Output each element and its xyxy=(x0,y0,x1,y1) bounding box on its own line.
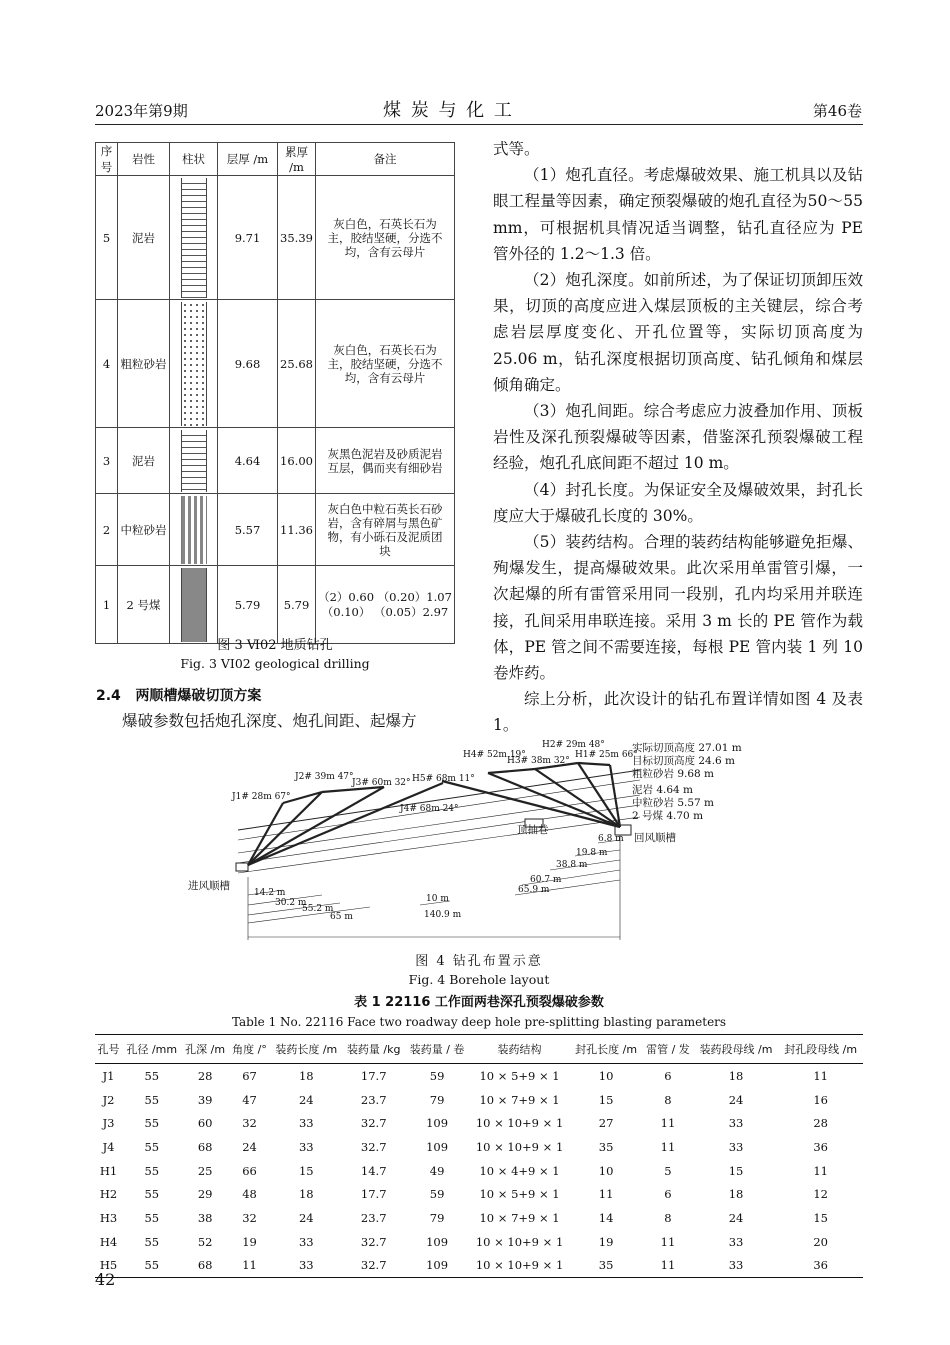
column-symbol xyxy=(170,566,218,644)
table-cell: 18 xyxy=(298,1187,314,1202)
table-row xyxy=(95,1111,863,1135)
table-cell: 15 xyxy=(728,1163,744,1178)
dimension-label: 38.8 m xyxy=(556,860,588,870)
table-cell: 32 xyxy=(242,1210,257,1225)
table-cell: 67 xyxy=(242,1068,257,1083)
table-cell: 14 xyxy=(598,1210,614,1225)
table-cell: 10 × 4+9 × 1 xyxy=(479,1163,560,1178)
dimension-label: 30.2 m xyxy=(275,898,307,908)
layer-label: 泥岩 4.64 m xyxy=(632,784,694,796)
table-cell: 59 xyxy=(429,1187,445,1202)
paragraph: （5）装药结构。合理的装药结构能够避免拒爆、殉爆发生，提高爆破效果。此次采用单雷管引爆，一次起爆的所有雷管采用同一段别，孔内均采用并联连接，孔间采用串联连接。采用 3 m 长的 PE 管作为载体，PE 管之间不需要连接，每根 PE 管内装 1 列 10 卷炸药。 xyxy=(493,533,863,683)
table-cell: 8 xyxy=(664,1092,672,1107)
table-cell: 10 × 5+9 × 1 xyxy=(479,1068,560,1083)
table-cell: 11 xyxy=(660,1139,676,1154)
table-cell: 18 xyxy=(728,1068,744,1083)
coal-remark-line: （0.10） （0.05）2.97 xyxy=(321,604,449,619)
layer-thickness: 5.79 xyxy=(218,566,278,644)
borehole-layout-figure xyxy=(180,735,780,940)
table-cell: 17.7 xyxy=(360,1187,387,1202)
table-cell: 18 xyxy=(298,1068,314,1083)
table-row xyxy=(95,1206,863,1230)
table-cell: 24 xyxy=(242,1139,257,1154)
strata-header: 累厚 /m xyxy=(278,143,316,176)
table-cell: 35 xyxy=(570,1254,642,1278)
paragraph: （3）炮孔间距。综合考虑应力波叠加作用、顶板岩性及深孔预裂爆破等因素，借鉴深孔预裂爆破工程经验，炮孔孔底间距不超过 10 m。 xyxy=(493,402,863,473)
layer-number: 4 xyxy=(96,300,118,428)
table1-header: 孔号 xyxy=(95,1035,122,1064)
strata-header: 柱状 xyxy=(170,143,218,176)
table1-title-en: Table 1 No. 22116 Face two roadway deep hole pre-splitting blasting parameters xyxy=(231,1015,727,1029)
table-cell: 5 xyxy=(664,1163,672,1178)
hole-label: H4# 52m 19° xyxy=(463,750,526,760)
table-cell: 10 × 10+9 × 1 xyxy=(475,1139,564,1154)
table-cell: 15 xyxy=(813,1210,828,1225)
intake-roadway xyxy=(236,863,248,871)
dimension-label: 65.9 m xyxy=(518,885,550,895)
table-cell: 33 xyxy=(298,1139,314,1154)
column-symbol xyxy=(170,176,218,300)
table-cell: H3 xyxy=(99,1210,118,1225)
table-row xyxy=(95,1182,863,1206)
table-cell: 33 xyxy=(298,1116,314,1131)
table-cell: 47 xyxy=(242,1092,257,1107)
layer-label: 2 号煤 4.70 m xyxy=(632,810,704,822)
table-cell: 10 × 7+9 × 1 xyxy=(479,1092,560,1107)
table-cell: 28 xyxy=(813,1116,828,1131)
table-cell: 79 xyxy=(429,1092,445,1107)
layer-remark: 灰白色，石英长石为主，胶结坚硬，分选不均，含有云母片 xyxy=(316,176,455,300)
table-cell: 23.7 xyxy=(360,1210,387,1225)
table-cell: 68 xyxy=(197,1139,213,1154)
rock-type: 中粒砂岩 xyxy=(118,494,170,566)
cumulative-thickness: 5.79 xyxy=(278,566,316,644)
journal-volume: 第46卷 xyxy=(812,102,862,120)
table-cell: 17.7 xyxy=(360,1068,387,1083)
fig3-caption-cn: 图 3 Ⅵ02 地质钻孔 xyxy=(217,638,333,653)
paragraph: （2）炮孔深度。如前所述，为了保证切顶卸压效果，切顶的高度应进入煤层顶板的主关键层，综合考虑岩层厚度变化、开孔位置等，实际切顶高度为 25.06 m，钻孔深度根据切顶高度、钻孔倾角和煤层倾角确定。 xyxy=(493,271,863,394)
table-cell: 55 xyxy=(144,1163,160,1178)
right-column xyxy=(493,136,863,739)
section-title: 两顺槽爆破切顶方案 xyxy=(135,688,262,704)
table1-header: 装药量 / 卷 xyxy=(405,1035,469,1064)
layer-thickness: 9.71 xyxy=(218,176,278,300)
table-cell: 55 xyxy=(144,1187,160,1202)
column-symbol xyxy=(170,494,218,566)
table-cell: 11 xyxy=(660,1234,676,1249)
layer-thickness: 9.68 xyxy=(218,300,278,428)
table-cell: 48 xyxy=(242,1187,257,1202)
fig4-caption-en: Fig. 4 Borehole layout xyxy=(408,972,550,987)
table-cell: 11 xyxy=(813,1163,828,1178)
strata-row xyxy=(96,300,455,428)
table-cell: 55 xyxy=(144,1139,160,1154)
journal-title: 煤 炭 与 化 工 xyxy=(383,100,514,121)
paragraph: 式等。 xyxy=(493,140,540,158)
table-cell: 32.7 xyxy=(360,1234,387,1249)
table-cell: 55 xyxy=(144,1210,160,1225)
table-cell: H2 xyxy=(99,1187,118,1202)
coal-remark-line: （2）0.60 （0.20）1.07 xyxy=(318,589,452,604)
hole-label: J1# 28m 67° xyxy=(232,792,291,802)
section-heading xyxy=(96,685,261,705)
table-cell: 109 xyxy=(426,1116,449,1131)
left-paragraph: 爆破参数包括炮孔深度、炮孔间距、起爆方 xyxy=(122,712,417,730)
table-cell: 32.7 xyxy=(342,1254,405,1278)
table-cell: 33 xyxy=(728,1116,744,1131)
table-cell: 25 xyxy=(197,1163,213,1178)
column-symbol xyxy=(170,300,218,428)
table1-header: 封孔长度 /m xyxy=(570,1035,642,1064)
table-cell: 11 xyxy=(229,1254,270,1278)
table-cell: 16 xyxy=(813,1092,828,1107)
table-cell: 24 xyxy=(298,1092,314,1107)
table1-header: 装药量 /kg xyxy=(342,1035,405,1064)
fig4-caption-cn: 图 4 钻孔布置示意 xyxy=(415,954,543,969)
table-cell: 55 xyxy=(144,1234,160,1249)
cumulative-thickness: 25.68 xyxy=(278,300,316,428)
dimension-label: 65 m xyxy=(330,912,353,922)
table-cell: 23.7 xyxy=(360,1092,387,1107)
table-cell: 66 xyxy=(242,1163,257,1178)
right-boreholes xyxy=(442,763,620,827)
strata-row xyxy=(96,566,455,644)
strata-header: 岩性 xyxy=(118,143,170,176)
hole-label: J2# 39m 47° xyxy=(295,772,354,782)
table-cell: 11 xyxy=(660,1116,676,1131)
strata-row xyxy=(96,494,455,566)
table-cell: 52 xyxy=(197,1234,213,1249)
table-cell: 10 × 7+9 × 1 xyxy=(479,1210,560,1225)
blasting-parameters-table xyxy=(95,1034,863,1278)
hole-label: H3# 38m 32° xyxy=(507,756,570,766)
table-cell: 15 xyxy=(598,1092,614,1107)
layer-label: 实际切顶高度 27.01 m xyxy=(632,742,742,754)
table-cell: H5 xyxy=(95,1254,122,1278)
layer-remark: 灰黑色泥岩及砂质泥岩互层，偶而夹有细砂岩 xyxy=(316,428,455,494)
table-cell: 10 × 5+9 × 1 xyxy=(479,1187,560,1202)
section-number: 2.4 xyxy=(96,688,121,704)
layer-number: 5 xyxy=(96,176,118,300)
table-cell: 33 xyxy=(694,1254,779,1278)
paragraph: 综上分析，此次设计的钻孔布置详情如图 4 及表 1。 xyxy=(493,690,863,735)
table-cell: 15 xyxy=(298,1163,314,1178)
strata-table xyxy=(95,142,455,644)
paragraph: （1）炮孔直径。考虑爆破效果、施工机具以及钻眼工程量等因素，确定预裂爆破的炮孔直径为50～55 mm，可根据机具情况适当调整，钻孔直径应为 PE 管外径的 1.2～1.3 倍。 xyxy=(493,166,863,263)
table1-header: 孔径 /mm xyxy=(122,1035,181,1064)
layer-label: 粗粒砂岩 9.68 m xyxy=(632,768,715,780)
layer-thickness: 4.64 xyxy=(218,428,278,494)
table-cell: 109 xyxy=(426,1139,449,1154)
layer-number: 3 xyxy=(96,428,118,494)
table-cell: 24 xyxy=(298,1210,314,1225)
table-cell: 19 xyxy=(242,1234,257,1249)
table-cell: H4 xyxy=(99,1234,118,1249)
table-row xyxy=(95,1064,863,1088)
table-cell: 29 xyxy=(197,1187,213,1202)
roadway-label: 回风顺槽 xyxy=(634,832,676,844)
layer-remark: 灰白色中粒石英长石砂岩，含有碎屑与黑色矿物，有小砾石及泥质团块 xyxy=(316,494,455,566)
table-cell: J3 xyxy=(102,1116,115,1131)
table-cell: 55 xyxy=(144,1092,160,1107)
roadway-label: 进风顺槽 xyxy=(188,880,230,892)
table-cell: J4 xyxy=(102,1139,115,1154)
dimension-label: 10 m xyxy=(426,894,449,904)
hole-label: J3# 60m 32° xyxy=(352,778,411,788)
table-cell: 14.7 xyxy=(360,1163,387,1178)
strata-row xyxy=(96,428,455,494)
layer-label: 目标切顶高度 24.6 m xyxy=(632,755,736,767)
table-row xyxy=(95,1088,863,1112)
table-cell: 24 xyxy=(728,1210,744,1225)
table1-title-cn: 表 1 22116 工作面两巷深孔预裂爆破参数 xyxy=(354,995,604,1010)
table-cell: 109 xyxy=(426,1234,449,1249)
dimension-label: 55.2 m xyxy=(302,904,334,914)
table-cell: 11 xyxy=(642,1254,694,1278)
table-cell: 20 xyxy=(813,1234,828,1249)
table-cell: 33 xyxy=(728,1139,744,1154)
dimension-label: 19.8 m xyxy=(576,848,608,858)
strata-header: 序号 xyxy=(96,143,118,176)
table-cell: 10 × 10+9 × 1 xyxy=(475,1234,564,1249)
table-cell: 60 xyxy=(197,1116,213,1131)
table-cell: 38 xyxy=(197,1210,213,1225)
table-cell: 68 xyxy=(181,1254,228,1278)
table1-header: 孔深 /m xyxy=(181,1035,228,1064)
table1-header: 装药长度 /m xyxy=(270,1035,342,1064)
dimension-label: 140.9 m xyxy=(424,910,462,920)
table-cell: 36 xyxy=(813,1139,828,1154)
table-cell: 10 xyxy=(598,1068,614,1083)
dimension-label: 6.8 m xyxy=(598,834,624,844)
table-row xyxy=(95,1159,863,1183)
journal-issue: 2023年第9期 xyxy=(95,102,188,120)
paragraph: （4）封孔长度。为保证安全及爆破效果，封孔长度应大于爆破孔长度的 30%。 xyxy=(493,480,863,525)
table-cell: 12 xyxy=(813,1187,828,1202)
borehole-link xyxy=(578,763,610,765)
table-cell: 19 xyxy=(598,1234,614,1249)
rock-type: 粗粒砂岩 xyxy=(118,300,170,428)
table-cell: 28 xyxy=(197,1068,213,1083)
table1-header: 装药结构 xyxy=(469,1035,570,1064)
table-cell: 32.7 xyxy=(360,1139,387,1154)
table-cell: 24 xyxy=(728,1092,744,1107)
strata-row xyxy=(96,176,455,300)
table-cell: 8 xyxy=(664,1210,672,1225)
table-row xyxy=(95,1230,863,1254)
table-cell: 49 xyxy=(429,1163,445,1178)
rock-type: 2 号煤 xyxy=(118,566,170,644)
table-cell: 33 xyxy=(270,1254,342,1278)
hole-label: H1# 25m 66° xyxy=(575,750,638,760)
layer-remark: 灰白色，石英长石为主，胶结坚硬，分选不均，含有云母片 xyxy=(316,300,455,428)
table-cell: 55 xyxy=(144,1068,160,1083)
table-cell: 6 xyxy=(664,1068,672,1083)
layer-number: 1 xyxy=(96,566,118,644)
layer-number: 2 xyxy=(96,494,118,566)
header-rule xyxy=(95,124,863,125)
cumulative-thickness: 11.36 xyxy=(278,494,316,566)
table-row xyxy=(95,1254,863,1278)
layer-remark xyxy=(316,566,455,644)
table-cell: J1 xyxy=(102,1068,115,1083)
borehole-link xyxy=(488,769,535,773)
table-cell: 39 xyxy=(197,1092,213,1107)
table-cell: 27 xyxy=(598,1116,614,1131)
table-cell: 10 × 10+9 × 1 xyxy=(469,1254,570,1278)
dimension-lines xyxy=(248,835,620,940)
hole-label: H2# 29m 48° xyxy=(542,740,605,750)
table1-header: 封孔段母线 /m xyxy=(778,1035,863,1064)
table-cell: 33 xyxy=(728,1234,744,1249)
hole-label: J4# 68m 24° xyxy=(400,804,459,814)
table-cell: 55 xyxy=(122,1254,181,1278)
table-cell: 11 xyxy=(598,1187,614,1202)
table-row xyxy=(95,1135,863,1159)
roadway-label: 顶抽巷 xyxy=(517,824,549,836)
hole-label: H5# 68m 11° xyxy=(412,774,475,784)
layer-thickness: 5.57 xyxy=(218,494,278,566)
table-cell: 11 xyxy=(813,1068,828,1083)
table-cell: 55 xyxy=(144,1116,160,1131)
table-cell: 18 xyxy=(728,1187,744,1202)
strata-header: 层厚 /m xyxy=(218,143,278,176)
table-cell: 36 xyxy=(778,1254,863,1278)
cumulative-thickness: 16.00 xyxy=(278,428,316,494)
table-cell: 79 xyxy=(429,1210,445,1225)
table1-header: 装药段母线 /m xyxy=(694,1035,779,1064)
rock-type: 泥岩 xyxy=(118,428,170,494)
column-symbol xyxy=(170,428,218,494)
table-cell: 109 xyxy=(405,1254,469,1278)
rock-type: 泥岩 xyxy=(118,176,170,300)
table-cell: 32.7 xyxy=(360,1116,387,1131)
strata-header: 备注 xyxy=(316,143,455,176)
fig3-caption-en: Fig. 3 VI02 geological drilling xyxy=(180,656,370,671)
table1-header: 角度 /° xyxy=(229,1035,270,1064)
layer-label: 中粒砂岩 5.57 m xyxy=(632,797,715,809)
table-cell: 35 xyxy=(598,1139,614,1154)
dimension-label: 60.7 m xyxy=(530,875,562,885)
cumulative-thickness: 35.39 xyxy=(278,176,316,300)
table-cell: J2 xyxy=(102,1092,115,1107)
dimension-label: 14.2 m xyxy=(254,888,286,898)
table-cell: 32 xyxy=(242,1116,257,1131)
table-cell: 10 xyxy=(598,1163,614,1178)
table-cell: 33 xyxy=(298,1234,314,1249)
table-cell: H1 xyxy=(99,1163,118,1178)
page-number: 42 xyxy=(95,1270,116,1289)
table-cell: 10 × 10+9 × 1 xyxy=(475,1116,564,1131)
table-cell: 59 xyxy=(429,1068,445,1083)
table1-header: 雷管 / 发 xyxy=(642,1035,694,1064)
table-cell: 6 xyxy=(664,1187,672,1202)
